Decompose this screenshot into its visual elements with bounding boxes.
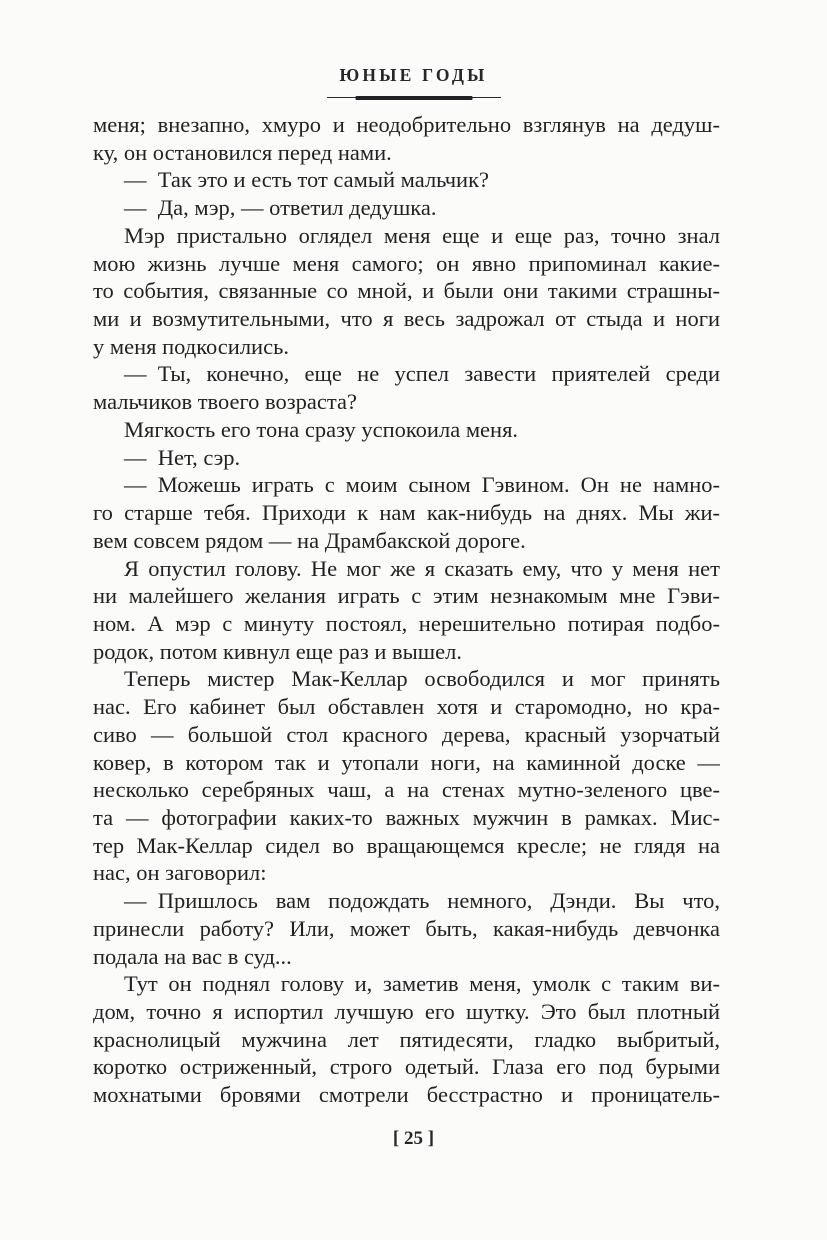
text-line: мою жизнь лучше меня самого; он явно припоминал какие-	[93, 250, 720, 276]
text-line: го старше тебя. Приходи к нам как-нибудь на днях. Мы жи-	[93, 500, 720, 526]
text-line: у меня подкосились.	[93, 333, 289, 359]
text-line: краснолицый мужчина лет пятидесяти, гладко выбритый,	[93, 1026, 720, 1052]
text-line: ном. А мэр с минуту постоял, нерешительно потирая подбо-	[93, 610, 720, 636]
text-line: родок, потом кивнул еще раз и вышел.	[93, 638, 462, 664]
text-line: Мягкость его тона сразу успокоила меня.	[124, 416, 519, 442]
text-line: нас, он заговорил:	[93, 860, 267, 886]
text-line: мальчиков твоего возраста?	[93, 389, 357, 415]
header-rule	[327, 95, 501, 100]
text-line: — Ты, конечно, еще не успел завести приятелей среди	[124, 361, 720, 387]
text-line: мохнатыми бровями смотрели бесстрастно и проницатель-	[93, 1082, 720, 1108]
header-rule-thick-bar	[355, 96, 472, 100]
text-line: Тут он поднял голову и, заметив меня, умолк с таким ви-	[124, 971, 720, 997]
text-line: то события, связанные со мной, и были они такими страшны-	[93, 278, 720, 304]
text-line: дом, точно я испортил лучшую его шутку. Это был плотный	[93, 999, 720, 1024]
text-line: Я опустил голову. Не мог же я сказать ему, что у меня нет	[124, 555, 720, 581]
text-line: Теперь мистер Мак-Келлар освободился и мог принять	[124, 666, 720, 692]
text-line: ми и возмутительными, что я весь задрожал от стыда и ноги	[93, 306, 720, 332]
text-line: ку, он остановился перед нами.	[93, 139, 392, 165]
text-line: — Да, мэр, — ответил дедушка.	[124, 195, 437, 221]
text-line: — Нет, сэр.	[124, 444, 241, 470]
text-line: нас. Его кабинет был обставлен хотя и старомодно, но кра-	[93, 694, 720, 720]
text-line: принесли работу? Или, может быть, какая-нибудь девчонка	[93, 915, 720, 941]
text-line: Мэр пристально оглядел меня еще и еще раз, точно знал	[124, 222, 720, 248]
text-line: — Пришлось вам подождать немного, Дэнди. Вы что,	[124, 888, 720, 914]
text-line: вем совсем рядом — на Драмбакской дороге.	[93, 527, 526, 553]
text-line: меня; внезапно, хмуро и неодобрительно взглянув на дедуш-	[93, 112, 720, 137]
text-line: подала на вас в суд...	[93, 943, 292, 969]
text-line: тер Мак-Келлар сидел во вращающемся кресле; не глядя на	[93, 832, 720, 858]
text-line: несколько серебряных чаш, а на стенах мутно-зеленого цве-	[93, 777, 720, 803]
text-line: — Так это и есть тот самый мальчик?	[124, 167, 489, 193]
text-line: ковер, в котором так и утопали ноги, на каминной доске —	[93, 749, 720, 775]
text-line: ни малейшего желания играть с этим незнакомым мне Гэви-	[93, 583, 720, 609]
text-line: — Можешь играть с моим сыном Гэвином. Он не намно-	[124, 472, 720, 498]
text-block	[93, 111, 720, 1109]
page-number: [ 25 ]	[392, 1128, 435, 1149]
text-line: та — фотографии каких-то важных мужчин в рамках. Мис-	[93, 804, 720, 830]
text-line: сиво — большой стол красного дерева, красный узорчатый	[93, 721, 720, 747]
text-line: коротко остриженный, строго одетый. Глаза его под бурыми	[93, 1054, 720, 1080]
running-head: ЮНЫЕ ГОДЫ	[339, 65, 488, 85]
